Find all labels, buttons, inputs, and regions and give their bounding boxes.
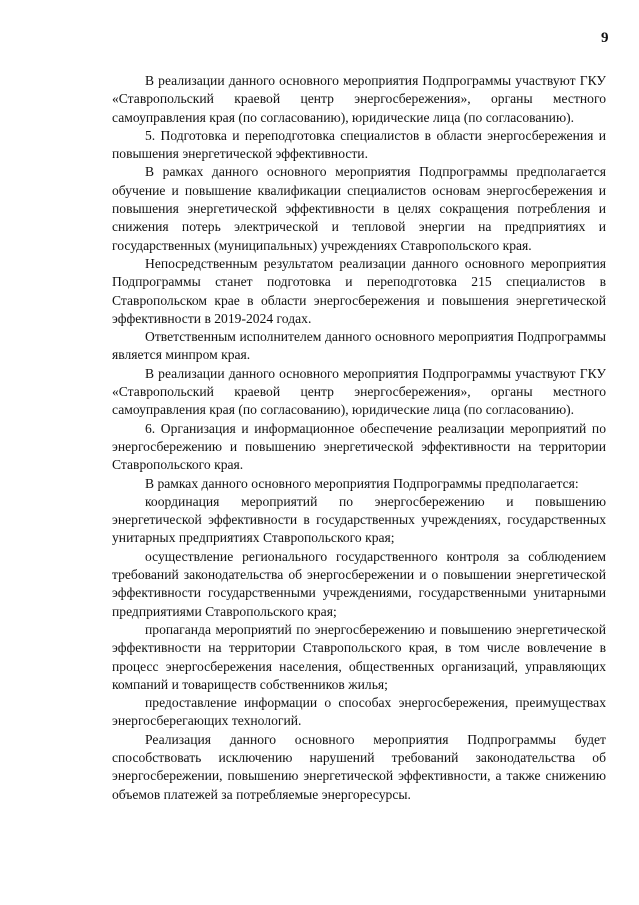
list-item: пропаганда мероприятий по энергосбережению и повышению энергетической эффективности на территории Ставропольского края, в том числе вовлечение в процесс энергосбережения населения, общественных организаций, управляющих компаний и товариществ собственников жилья;: [112, 621, 606, 692]
list-item: предоставление информации о способах энергосбережения, преимуществах энергосберегающих технологий.: [112, 695, 606, 729]
paragraph: Ответственным исполнителем данного основного мероприятия Подпрограммы является минпром края.: [112, 329, 606, 363]
section-heading: 6. Организация и информационное обеспечение реализации мероприятий по энергосбережению и повышению энергетической эффективности на территории Ставропольского края.: [112, 420, 606, 473]
section-heading: 5. Подготовка и переподготовка специалистов в области энергосбережения и повышения энергетической эффективности.: [112, 127, 606, 162]
document-body: [112, 72, 606, 804]
page-number: 9: [601, 30, 609, 46]
paragraph: В рамках данного основного мероприятия Подпрограммы предполагается:: [145, 475, 579, 491]
paragraph: В реализации данного основного мероприятия Подпрограммы участвуют ГКУ «Ставропольский краевой центр энергосбережения», органы местного самоуправления края (по согласованию), юридические лица (по согласованию).: [112, 365, 606, 418]
paragraph: В рамках данного основного мероприятия Подпрограммы предполагается обучение и повышение квалификации специалистов основам энергосбережения и повышения энергетической эффективности в целях сокращения потребления и снижения потерь электрической и тепловой энергии на предприятиях и государственных (муниципальных) учреждениях Ставропольского края.: [112, 164, 606, 253]
list-item: осуществление регионального государственного контроля за соблюдением требований законодательства об энергосбережении и о повышении энергетической эффективности государственными учреждениями, государственными унитарными предприятиями Ставропольского края;: [112, 548, 606, 619]
paragraph: Непосредственным результатом реализации данного основного мероприятия Подпрограммы станет подготовка и переподготовка 215 специалистов в Ставропольском крае в области энергосбережения и повышения энергетической эффективности в 2019-2024 годах.: [112, 255, 606, 326]
paragraph: В реализации данного основного мероприятия Подпрограммы участвуют ГКУ «Ставропольский краевой центр энергосбережения», органы местного самоуправления края (по согласованию), юридические лица (по согласованию).: [112, 73, 606, 125]
paragraph: Реализация данного основного мероприятия Подпрограммы будет способствовать исключению нарушений требований законодательства об энергосбережении, повышению энергетической эффективности, а также снижению объемов платежей за потребляемые энергоресурсы.: [112, 731, 606, 802]
list-item: координация мероприятий по энергосбережению и повышению энергетической эффективности в государственных учреждениях, государственных унитарных предприятиях Ставропольского края;: [112, 493, 606, 546]
